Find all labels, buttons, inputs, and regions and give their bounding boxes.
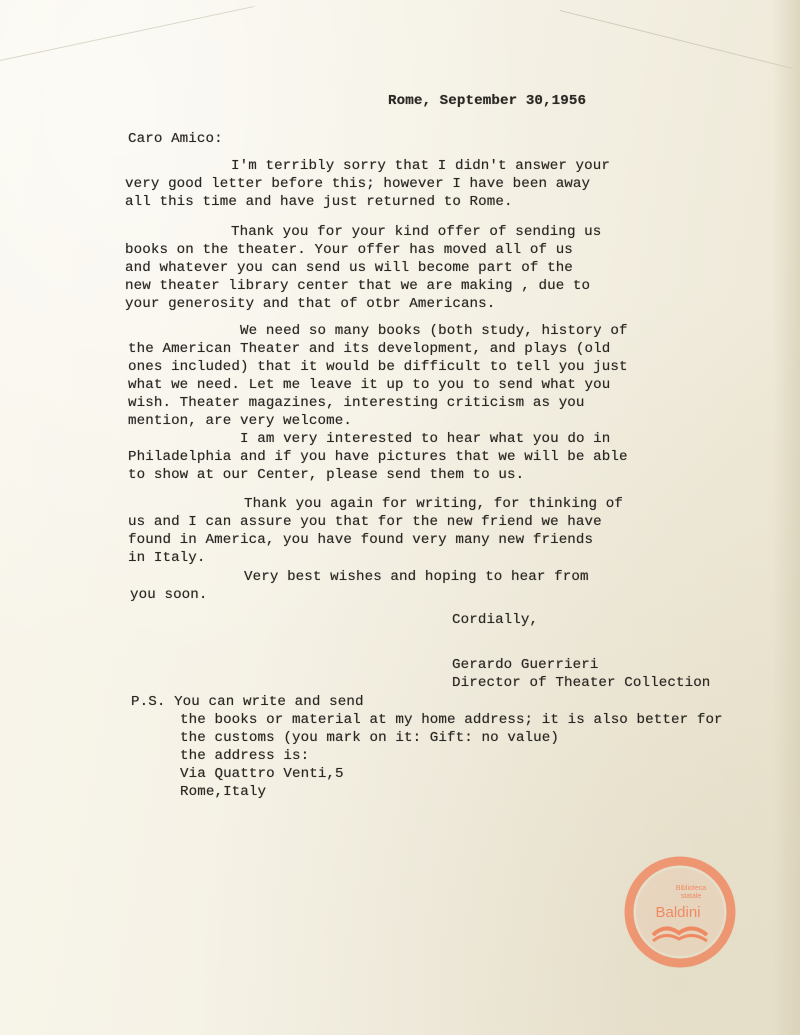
paragraph-2-line: your generosity and that of otbr Americans.	[125, 296, 496, 312]
paragraph-2-line: books on the theater. Your offer has moved all of us	[125, 242, 573, 258]
paper-crease	[560, 10, 793, 69]
paragraph-3-line: I am very interested to hear what you do in	[240, 431, 611, 447]
paragraph-4-line: in Italy.	[128, 550, 206, 566]
paragraph-3-line: Philadelphia and if you have pictures that we will be able	[128, 449, 628, 465]
ps-line: the books or material at my home address; it is also better for	[180, 712, 723, 728]
paragraph-2-line: Thank you for your kind offer of sending us	[231, 224, 602, 240]
paragraph-1-line: I'm terribly sorry that I didn't answer your	[231, 158, 611, 174]
library-stamp-logo	[623, 855, 737, 969]
paragraph-2-line: new theater library center that we are making , due to	[125, 278, 591, 294]
paper-edge-shadow	[772, 0, 800, 1035]
ps-line: P.S. You can write and send	[131, 694, 364, 710]
paragraph-3-line: wish. Theater magazines, interesting criticism as you	[128, 395, 585, 411]
letter-date: Rome, September 30,1956	[388, 93, 587, 109]
closing: Cordially,	[452, 612, 539, 628]
paragraph-3-line: We need so many books (both study, history of	[240, 323, 628, 339]
stamp-line1: Biblioteca	[675, 885, 707, 892]
ps-line: Via Quattro Venti,5	[180, 766, 344, 782]
paragraph-1-line: all this time and have just returned to Rome.	[125, 194, 513, 210]
paragraph-4-line: Very best wishes and hoping to hear from	[244, 569, 589, 585]
paragraph-4-line: Thank you again for writing, for thinking of	[244, 496, 624, 512]
paragraph-4-line: us and I can assure you that for the new friend we have	[128, 514, 602, 530]
paragraph-1-line: very good letter before this; however I have been away	[125, 176, 591, 192]
paper-crease	[0, 6, 254, 61]
paragraph-3-line: the American Theater and its development, and plays (old	[128, 341, 611, 357]
signer-title: Director of Theater Collection	[452, 675, 711, 691]
paragraph-3-line: ones included) that it would be difficult to tell you just	[128, 359, 628, 375]
paragraph-4-line: you soon.	[130, 587, 208, 603]
paragraph-3-line: what we need. Let me leave it up to you to send what you	[128, 377, 611, 393]
paragraph-3-line: to show at our Center, please send them to us.	[128, 467, 525, 483]
ps-line: the address is:	[180, 748, 310, 764]
ps-line: Rome,Italy	[180, 784, 267, 800]
salutation: Caro Amico:	[128, 131, 223, 147]
paragraph-4-line: found in America, you have found very many new friends	[128, 532, 594, 548]
stamp-line2: statale	[680, 893, 702, 900]
stamp-brand: Baldini	[655, 904, 701, 921]
signer-name: Gerardo Guerrieri	[452, 657, 599, 673]
ps-line: the customs (you mark on it: Gift: no value)	[180, 730, 560, 746]
paragraph-3-line: mention, are very welcome.	[128, 413, 352, 429]
paragraph-2-line: and whatever you can send us will become part of the	[125, 260, 573, 276]
